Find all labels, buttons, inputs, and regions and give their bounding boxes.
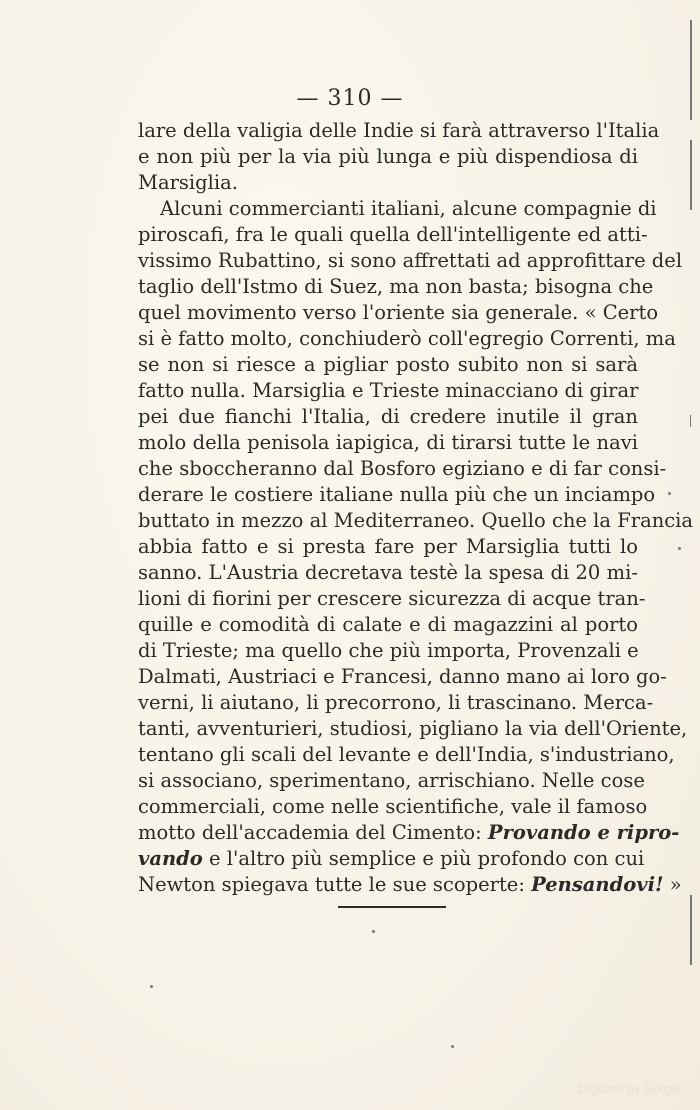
scan-edge-mark: [690, 20, 692, 120]
scan-speck: [668, 492, 671, 495]
scan-speck: [150, 985, 153, 988]
text-span: Newton spiegava tutte le sue scoperte:: [138, 873, 532, 896]
text-line: e non più per la via più lunga e più dispendiosa di: [138, 145, 638, 168]
text-line: Dalmati, Austriaci e Francesi, danno mano ai loro go-: [138, 665, 667, 688]
text-span: motto dell'accademia del Cimento:: [138, 821, 488, 844]
text-line: fatto nulla. Marsiglia e Trieste minacciano di girar: [138, 379, 639, 402]
text-line: quille e comodità di calate e di magazzini al porto: [138, 613, 638, 636]
text-line: molo della penisola iapigica, di tirarsi tutte le navi: [138, 431, 638, 454]
text-line: [138, 820, 680, 846]
text-line: lare della valigia delle Indie si farà attraverso l'Italia: [138, 119, 660, 142]
text-line: sanno. L'Austria decretava testè la spesa di 20 mi-: [138, 561, 638, 584]
text-span: e l'altro più semplice e più profondo con cui: [202, 847, 645, 870]
text-line: commerciali, come nelle scientifiche, vale il famoso: [138, 795, 648, 818]
italic-motto: vando: [138, 847, 203, 870]
text-line: vissimo Rubattino, si sono affrettati ad approfittare del: [138, 249, 683, 272]
text-line: Alcuni commercianti italiani, alcune compagnie di: [160, 197, 657, 220]
text-line: se non si riesce a pigliar posto subito non si sarà: [138, 353, 638, 376]
page-number: — 310 —: [296, 86, 404, 111]
scan-speck: [678, 547, 681, 550]
scan-speck: [372, 930, 375, 933]
text-line: abbia fatto e si presta fare per Marsiglia tutti lo: [138, 535, 638, 558]
scan-speck: [451, 1045, 454, 1048]
text-line: piroscafi, fra le quali quella dell'intelligente ed atti-: [138, 223, 648, 246]
text-line: [138, 846, 645, 872]
text-line: buttato in mezzo al Mediterraneo. Quello che la Francia: [138, 509, 694, 532]
scan-edge-mark: [690, 895, 692, 965]
text-line: lioni di fiorini per crescere sicurezza di acque tran-: [138, 587, 646, 610]
watermark: Digitized by Google: [577, 1082, 682, 1096]
text-line: verni, li aiutano, li precorrono, li trascinano. Merca-: [138, 691, 654, 714]
body-text: [138, 118, 694, 898]
text-line: tentano gli scali del levante e dell'India, s'industriano,: [138, 743, 675, 766]
scan-edge-mark: [690, 140, 692, 210]
text-line: quel movimento verso l'oriente sia generale. « Certo: [138, 301, 659, 324]
section-divider: [338, 906, 446, 908]
italic-motto: Provando e ripro-: [487, 821, 680, 844]
text-line: [138, 872, 682, 898]
text-line: Marsiglia.: [138, 171, 238, 194]
text-line: che sboccheranno dal Bosforo egiziano e di far consi-: [138, 457, 667, 480]
closing-quote: »: [663, 873, 682, 896]
text-line: taglio dell'Istmo di Suez, ma non basta; bisogna che: [138, 275, 654, 298]
text-line: pei due fianchi l'Italia, di credere inutile il gran: [138, 405, 638, 428]
text-line: si è fatto molto, conchiuderò coll'egregio Correnti, ma: [138, 327, 676, 350]
italic-word: Pensandovi!: [531, 873, 664, 896]
text-line: si associano, sperimentano, arrischiano. Nelle cose: [138, 769, 645, 792]
text-line: di Trieste; ma quello che più importa, Provenzali e: [138, 639, 639, 662]
text-line: tanti, avventurieri, studiosi, pigliano la via dell'Oriente,: [138, 717, 688, 740]
scan-edge-mark: [690, 415, 691, 427]
text-line: derare le costiere italiane nulla più che un inciampo: [138, 483, 656, 506]
